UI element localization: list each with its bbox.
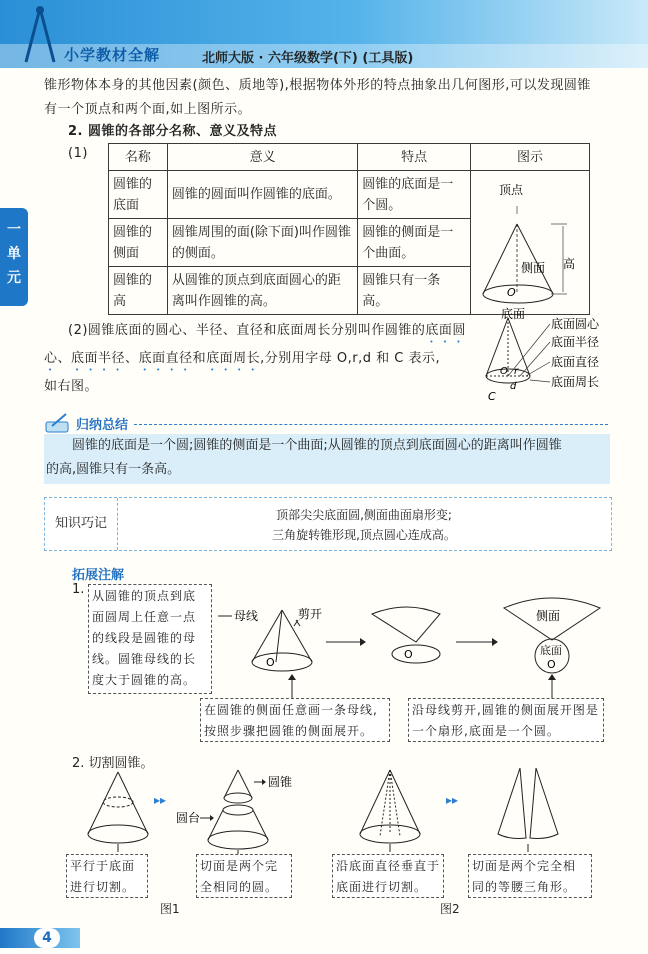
generatrix-note: 从圆锥的顶点到底面圆周上任意一点的线段是圆锥的母线。圆锥母线的长度大于圆锥的高。 <box>88 584 212 694</box>
center-O-3: O <box>547 658 556 671</box>
cut-vertical-note: 沿底面直径垂直于底面进行切割。 <box>332 854 444 898</box>
intro-line-2: 有一个顶点和两个面,如上图所示。 <box>44 102 252 117</box>
center-O-1: O <box>266 656 275 669</box>
cone-diagram-cell <box>471 171 590 321</box>
term-circumference: 底面周长 <box>206 351 261 366</box>
summary-line-1: 圆锥的底面是一个圆;圆锥的侧面是一个曲面;从圆锥的顶点到底面圆心的距离叫作圆锥 <box>72 438 562 453</box>
term-center-part: 底面圆 <box>425 323 466 338</box>
item-2-title: 2. 切割圆锥。 <box>72 756 154 771</box>
summary-line-2: 的高,圆锥只有一条高。 <box>46 462 181 477</box>
intro-line-1: 锥形物体本身的其他因素(颜色、质地等),根据物体外形的特点抽象出几何图形,可以发现圆锥 <box>44 78 591 93</box>
edition-title: 北师大版 · 六年级数学(下) (工具版) <box>202 51 414 66</box>
header-feature: 特点 <box>358 144 471 171</box>
page-number: 4 <box>34 928 60 948</box>
side-face-label: 侧面 <box>536 609 561 623</box>
letter-d: d <box>510 381 517 392</box>
unit-side-tab <box>0 208 28 306</box>
compass-logo-icon <box>18 2 62 66</box>
letter-O: O <box>500 366 508 377</box>
para2-end: 如右图。 <box>44 379 99 394</box>
term-radius: 底面半径 <box>71 351 126 366</box>
para2-sep: 、 <box>125 351 139 366</box>
label-base-radius: 底面半径 <box>551 335 600 349</box>
row-meaning: 圆锥周围的面(除下面)叫作圆锥的侧面。 <box>167 219 357 267</box>
series-title: 小学教材全解 <box>64 46 161 64</box>
table-marker: (1) <box>68 146 88 161</box>
svg-text:▸▸: ▸▸ <box>154 793 167 807</box>
height-label: 高 <box>563 257 576 271</box>
center-O-2: O <box>404 648 413 661</box>
para2-text: (2)圆锥底面的圆心、半径、直径和底面周长分别叫作圆锥的 <box>68 323 426 338</box>
pen-icon <box>44 412 72 434</box>
unfold-step-note: 在圆锥的侧面任意画一条母线,按照步骤把圆锥的侧面展开。 <box>200 698 390 742</box>
cut-label: 剪开 <box>298 607 323 621</box>
para2-letters: ,分别用字母 O,r,d 和 C 表示, <box>260 351 441 366</box>
row-name: 圆锥的底面 <box>109 171 168 219</box>
mnemonic-line-1: 顶部尖尖底面圆,侧面曲面扇形变; <box>276 508 452 522</box>
mnemonic-line-2: 三角旋转锥形现,顶点圆心连成高。 <box>272 528 456 542</box>
para2-and: 和 <box>192 351 207 366</box>
para2-sep: 、 <box>57 351 72 366</box>
label-base-center: 底面圆心 <box>551 317 600 331</box>
summary-title: 归纳总结 <box>76 418 129 433</box>
cone-diagram <box>471 172 581 321</box>
cut-cone-figure <box>60 764 620 856</box>
label-base-circumference: 底面周长 <box>551 375 600 389</box>
center-label: O <box>507 286 516 299</box>
extension-title: 拓展注解 <box>72 568 125 583</box>
header-name: 名称 <box>109 144 168 171</box>
letter-r: r <box>514 366 519 377</box>
label-base-diameter: 底面直径 <box>551 355 600 369</box>
unfold-cone-figure <box>212 590 622 702</box>
intro-paragraph <box>44 74 614 122</box>
side-label: 侧面 <box>521 261 546 275</box>
summary-header <box>44 412 608 434</box>
term-diameter: 底面直径 <box>138 351 193 366</box>
cut-vertical-result: 切面是两个完全相同的等腰三角形。 <box>468 854 592 898</box>
row-feature: 圆锥的侧面是一个曲面。 <box>358 219 471 267</box>
base-face-label: 底面 <box>540 644 562 657</box>
figure-2-caption: 图2 <box>440 902 460 916</box>
summary-box <box>44 434 610 484</box>
base-label: 底面 <box>501 307 526 321</box>
item-1-number: 1. <box>72 582 85 597</box>
frustum-label: 圆台 <box>176 811 201 825</box>
row-name: 圆锥的侧面 <box>109 219 168 267</box>
generatrix-label: 母线 <box>234 609 259 623</box>
row-meaning: 从圆锥的顶点到底面圆心的距离叫作圆锥的高。 <box>167 267 357 315</box>
letter-C: C <box>488 390 496 403</box>
cone-parts-table <box>108 143 590 321</box>
table-row <box>109 171 590 219</box>
mnemonic-label: 知识巧记 <box>45 498 118 550</box>
apex-label: 顶点 <box>499 183 524 197</box>
cone-label: 圆锥 <box>268 775 293 789</box>
mnemonic-box <box>44 497 612 551</box>
para-2 <box>44 318 474 400</box>
header-diagram: 图示 <box>471 144 590 171</box>
cut-parallel-note: 平行于底面进行切割。 <box>66 854 148 898</box>
figure-1-caption: 图1 <box>160 902 180 916</box>
row-meaning: 圆锥的圆面叫作圆锥的底面。 <box>167 171 357 219</box>
header-meaning: 意义 <box>167 144 357 171</box>
svg-text:▸▸: ▸▸ <box>446 793 459 807</box>
row-feature: 圆锥的底面是一个圆。 <box>358 171 471 219</box>
unfold-result-note: 沿母线剪开,圆锥的侧面展开图是一个扇形,底面是一个圆。 <box>408 698 604 742</box>
cut-parallel-result: 切面是两个完全相同的圆。 <box>196 854 292 898</box>
term-center-end: 心 <box>44 351 58 366</box>
section-2-title: 2. 圆锥的各部分名称、意义及特点 <box>68 124 278 139</box>
row-feature: 圆锥只有一条高。 <box>358 267 471 315</box>
page-number-bar <box>0 928 80 948</box>
table-header-row <box>109 144 590 171</box>
cone-base-parts-figure <box>480 312 630 404</box>
unit-tab-label: 一单元 <box>7 222 21 286</box>
row-name: 圆锥的高 <box>109 267 168 315</box>
